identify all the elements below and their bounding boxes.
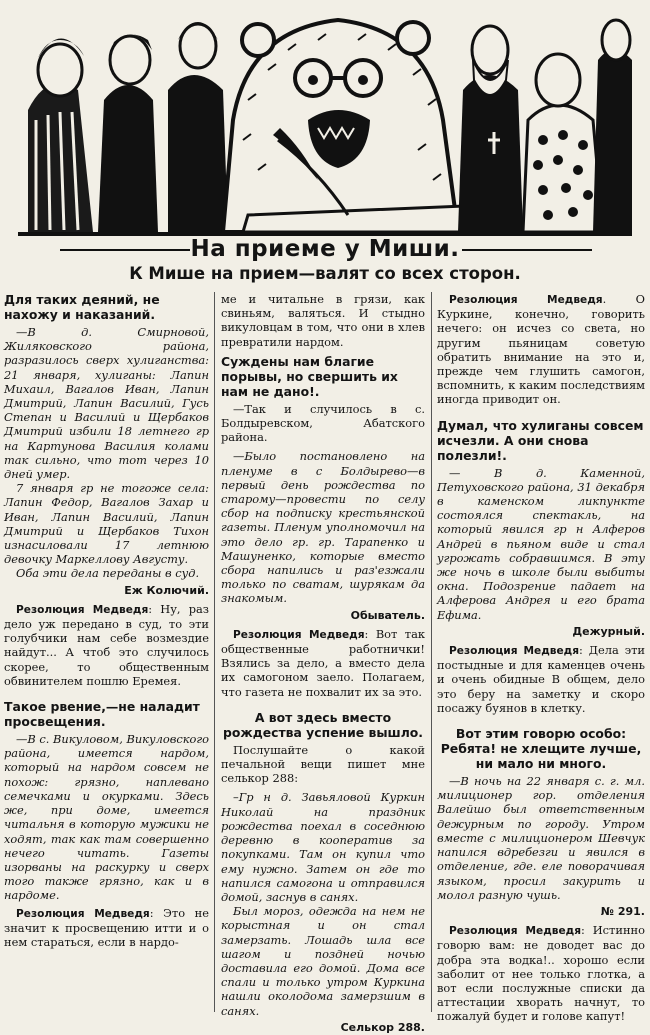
column-divider — [431, 292, 432, 1012]
section-heading: Суждены нам благие порывы, но свершить их нам не дано!. — [221, 353, 398, 399]
resolution-label: Резолюция Медведя — [449, 645, 580, 658]
bear-resolution — [221, 627, 425, 699]
resolution-label: Резолюция Медведя — [233, 628, 365, 641]
letter-paragraph: — В д. Каменной, Петуховского района, 31 декабря в каменском ликпункте состоялся спектакль, на который явился гр н Алферов Андрей в пьяном виде и стал угрожать собравшимся. В эту же ночь в школе были выбиты окна. Подозрение падает на Алферова Андрея и его брата Ефима. — [437, 465, 645, 622]
column-2 — [221, 292, 425, 1034]
letter-paragraph: —Было постановлено на пленуме в с Болдырево—в первый день рождества по старому—провести по селу сбор на подписку крестьянской газеты. Пленум уполномочил на это дело гр. гр. Тарапенко и Машуненко, которые вместо сбора напились и раз'езжали только по сватам, шурякам да знакомым. — [221, 449, 425, 606]
column-divider — [214, 292, 215, 1012]
resolution-label: Резолюция Медведя — [16, 603, 149, 616]
reader-letter — [4, 732, 209, 902]
resolution-text: : Вот так общественные работнички! Взялись за дело, а вместо дела их самогоном заело. Полагаем, что газета не похвалит их за это. — [221, 626, 425, 699]
resolution-text: . О Куркине, конечно, говорить нечего: он исчез со света, но другим пьяницам советую обратить внимание на это и, прежде чем глушить самогон, вспомнить, к каким последствиям иногда приводит он. — [437, 292, 645, 407]
continued-text: ме и читальне в грязи, как свиньям, валяться. И стыдно викуловцам в том, что они в хлев превратили нардом. — [221, 292, 425, 349]
reader-letter — [4, 325, 209, 581]
header-illustration — [18, 0, 632, 236]
reader-letter — [437, 774, 645, 902]
page-title: На приеме у Миши. — [190, 236, 460, 262]
bear-resolution — [4, 602, 209, 688]
column-1 — [4, 292, 209, 1014]
resolution-text: : Дела эти постыдные и для каменцев очень и очень обидные В общем, дело это беру на заметку и скоро посажу буянов в клетку. — [437, 643, 645, 715]
letter-signature: № 291. — [600, 904, 645, 918]
resolution-label: Резолюция Медведя — [449, 294, 603, 306]
letter-signature: Обыватель. — [350, 608, 425, 622]
reader-letter — [221, 449, 425, 605]
section-heading: Такое рвение,—не наладит просвещения. — [4, 699, 200, 730]
resolution-text: : Это не значит к просвещению итти и о нем стараться, если в нардо- — [4, 905, 209, 949]
letter-signature: Дежурный. — [572, 624, 645, 638]
section-heading: Для таких деяний, не нахожу и наказаний. — [4, 292, 160, 322]
section-heading: Вот этим говорю особо: Ребята! не хлещите лучше, ни мало ни много. — [440, 726, 642, 772]
letter-paragraph: —В ночь на 22 января с. г. мл. милиционер гор. отделения Валейшо был ответственным дежурным по городу. Утром вместе с милиционером Шевчук напился вдребезги и явился в отделение, где. еле поворачивая языком, просил закурить и молол разную чушь. — [437, 774, 645, 902]
resolution-text: : Истинно говорю вам: не доводет вас до добра эта водка!.. хорошо если заболит от нее только глотка, а вот если послужные списки да аттестации хворать начнут, то пожалуй будет и голове капут! — [437, 923, 645, 1024]
section-intro: —Так и случилось в с. Болдыревском, Абатского района. — [221, 401, 425, 445]
bear-resolution — [437, 292, 645, 407]
section-heading: А вот здесь вместо рождества успение вышло. — [222, 709, 423, 740]
column-3 — [437, 292, 645, 1024]
bear-resolution — [4, 906, 209, 950]
title-rule-right — [462, 249, 592, 251]
bear-resolution — [437, 923, 645, 1023]
resolution-text: : Ну, раз дело уж передано в суд, то эти голубчики нам себе возмездие найдут... А чтоб это случилось скорее, то общественным обвинителем пошлю Еремея. — [4, 601, 209, 688]
letter-paragraph: —В д. Смирновой, Жиляковского района, разразилось сверх хулиганства: 21 января, хулиганы: Лапин Михаил, Вагалов Иван, Лапин Дмитрий, Лапин Василий, Гусь Степан и Василий и Щербаков Дмитрий избили 18 летнего гр на Картунова Василия колами так сильно, что тот через 10 дней умер. — [4, 325, 209, 482]
letter-paragraph: 7 января гр не тогоже села: Лапин Федор, Вагалов Захар и Иван, Лапин Василий, Лапин Дмитрий и Щербаков Тихон изнасиловали 17 летнюю девочку Маркеллову Августу. — [4, 481, 209, 567]
letter-paragraph: Был мороз, одежда на нем не корыстная и он стал замерзать. Лошадь шла все шагом и поздней ночью доставила его домой. Дома все спали и только утром Куркина нашли околодома замерзшим в санях. — [221, 904, 425, 1018]
reader-letter — [437, 466, 645, 622]
bear-editor-cartoon-icon — [18, 0, 632, 232]
letter-signature: Еж Колючий. — [124, 583, 209, 597]
page-subtitle: К Мише на прием—валят со всех сторон. — [129, 264, 521, 283]
resolution-label: Резолюция Медведя — [449, 925, 582, 938]
bear-resolution — [437, 643, 645, 715]
reader-letter — [221, 790, 425, 1017]
section-heading: Думал, что хулиганы совсем исчезли. А они снова полезли!. — [437, 417, 644, 463]
letter-signature: Селькор 288. — [340, 1020, 425, 1034]
letter-paragraph: Оба эти дела переданы в суд. — [16, 566, 200, 581]
section-intro: Послушайте о какой печальной вещи пишет мне селькор 288: — [221, 742, 425, 786]
letter-paragraph: —В с. Викуловом, Викуловского района, имеется нардом, который на нардом совсем не похож: грязно, наплевано семечками и окурками. Здесь же, при доме, имеется читальня в которую мужики не ходят, так как там совершенно нечего читать. Газеты изорваны на раскурку и сверх того также грязно, как и в нардоме. — [4, 732, 209, 903]
letter-paragraph: –Гр н д. Завьяловой Куркин Николай на праздник рождества поехал в соседнюю деревню в кооператив за покупками. Там он купил что ему нужно. Затем он где то напился самогона и отправился домой, заснув в санях. — [221, 790, 425, 904]
resolution-label: Резолюция Медведя — [16, 907, 150, 920]
